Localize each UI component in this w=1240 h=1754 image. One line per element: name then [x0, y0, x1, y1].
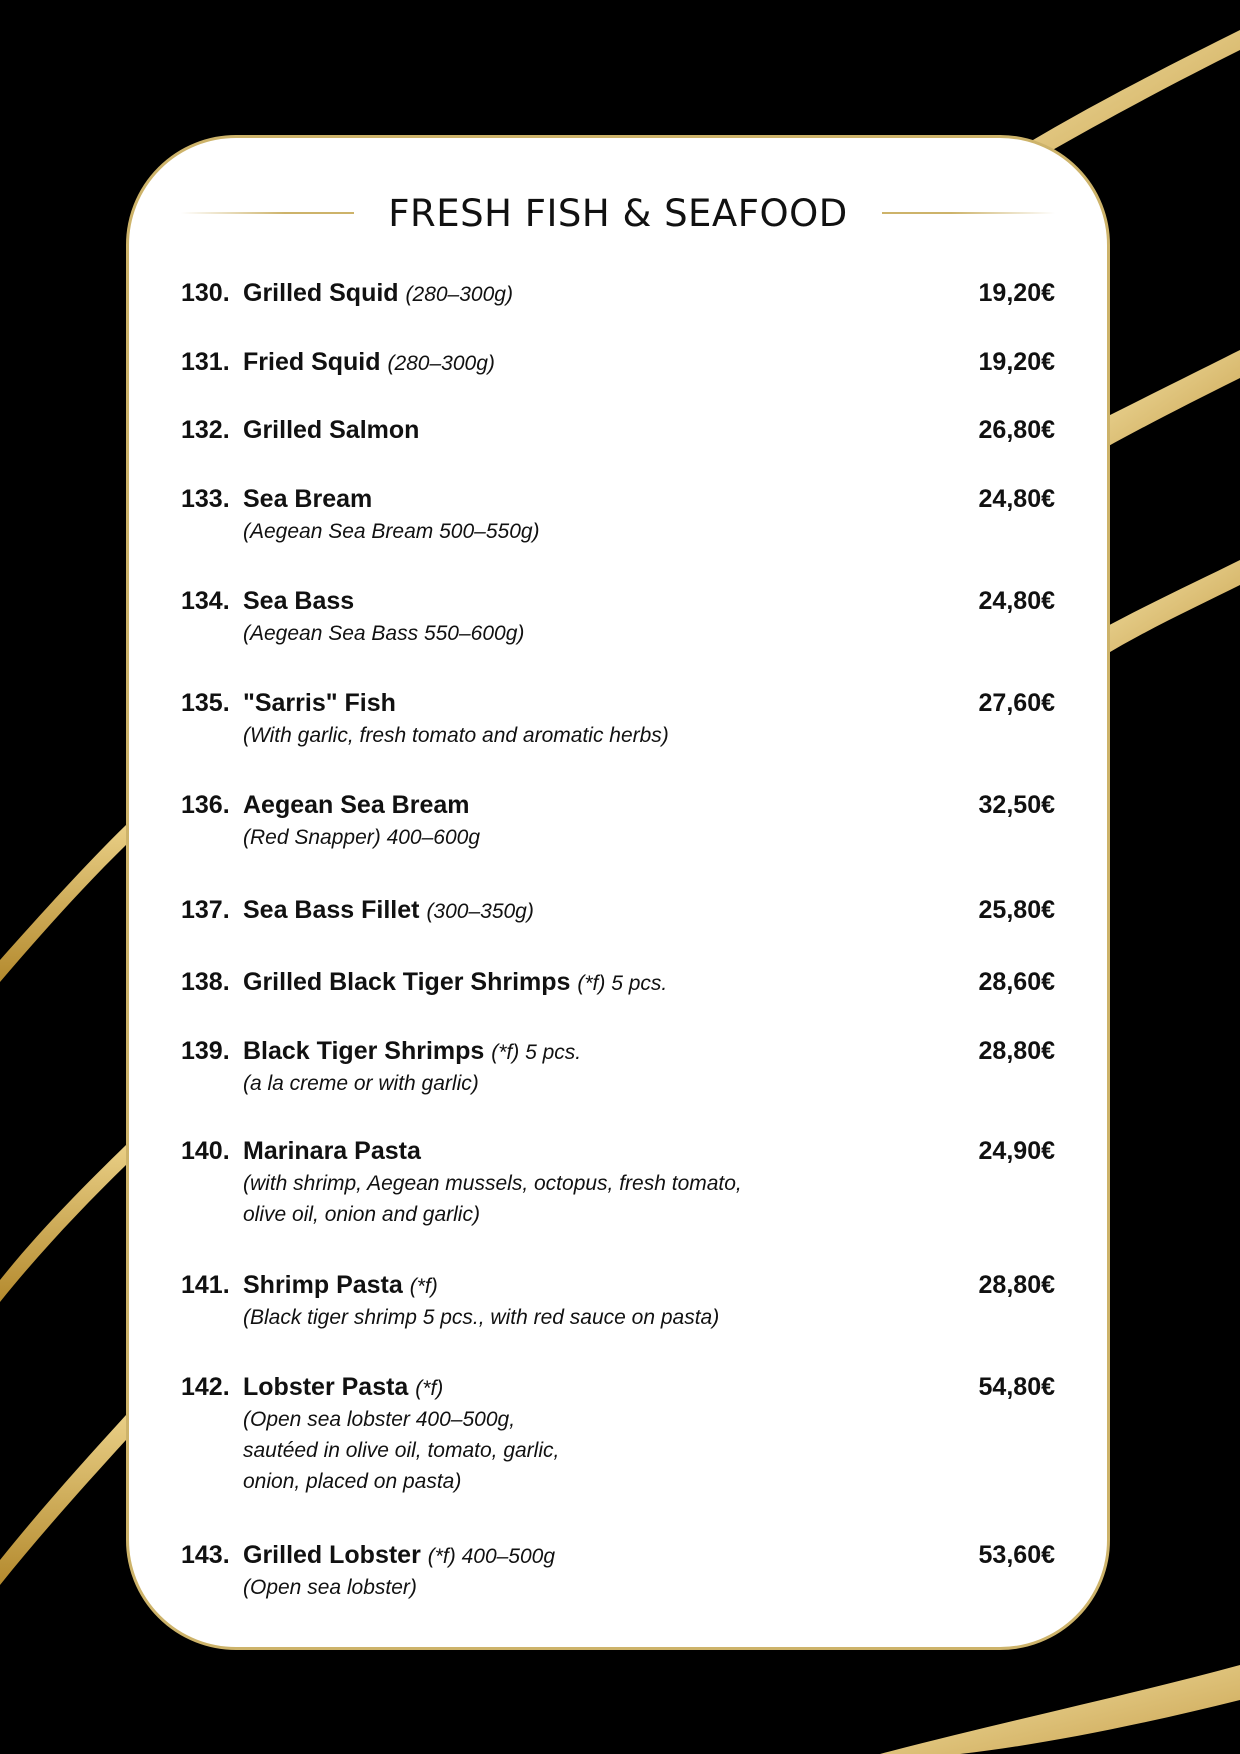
menu-item-description: sautéed in olive oil, tomato, garlic, — [243, 1439, 560, 1462]
menu-card — [126, 135, 1110, 1650]
menu-item-price: 24,90€ — [978, 1137, 1055, 1165]
menu-item-name: Grilled Lobster — [243, 1541, 421, 1569]
decorative-rule-left — [181, 212, 354, 214]
menu-item-note: (*f) 5 pcs. — [577, 972, 668, 995]
menu-item-header — [181, 345, 1055, 379]
menu-item-title — [243, 345, 495, 381]
menu-item-price: 28,60€ — [978, 968, 1055, 996]
menu-item-name: Aegean Sea Bream — [243, 791, 470, 819]
menu-item-header — [181, 482, 1055, 516]
gold-stripe — [1100, 560, 1240, 655]
menu-item-header — [181, 1034, 1055, 1068]
menu-item-name: Fried Squid — [243, 348, 381, 376]
menu-item-name: Sea Bass — [243, 587, 355, 615]
menu-item-title — [243, 965, 667, 1001]
menu-item-price: 19,20€ — [978, 348, 1055, 376]
menu-item-price: 28,80€ — [978, 1271, 1055, 1299]
menu-item-number: 142. — [181, 1373, 230, 1401]
menu-item-description: (Open sea lobster 400–500g, — [243, 1408, 516, 1431]
menu-item-name: Grilled Black Tiger Shrimps — [243, 968, 571, 996]
menu-item-note: (*f) 5 pcs. — [491, 1041, 582, 1064]
menu-item-title — [243, 584, 354, 618]
gold-stripe — [880, 1665, 1240, 1754]
menu-item-description: (a la creme or with garlic) — [243, 1072, 479, 1095]
menu-item-header — [181, 1370, 1055, 1404]
menu-item-price: 26,80€ — [978, 416, 1055, 444]
menu-item-price: 54,80€ — [978, 1373, 1055, 1401]
menu-item-price: 24,80€ — [978, 587, 1055, 615]
menu-item-name: Sea Bass Fillet — [243, 896, 420, 924]
menu-item-title — [243, 276, 513, 312]
menu-item — [181, 965, 1055, 999]
menu-item — [181, 1370, 1055, 1497]
menu-item-number: 137. — [181, 896, 230, 924]
menu-item-title — [243, 1268, 438, 1304]
menu-item — [181, 1268, 1055, 1333]
menu-item — [181, 686, 1055, 751]
menu-item-price: 27,60€ — [978, 689, 1055, 717]
menu-item-header — [181, 686, 1055, 720]
gold-stripe — [0, 1145, 126, 1302]
menu-item-title — [243, 1370, 443, 1406]
menu-item — [181, 345, 1055, 379]
gold-stripe — [0, 825, 126, 982]
menu-item-title — [243, 1538, 555, 1574]
menu-item-title — [243, 1134, 421, 1168]
menu-item-number: 130. — [181, 279, 230, 307]
menu-item — [181, 1034, 1055, 1099]
menu-item-name: Shrimp Pasta — [243, 1271, 403, 1299]
menu-item-number: 138. — [181, 968, 230, 996]
menu-item-number: 135. — [181, 689, 230, 717]
menu-item-name: Sea Bream — [243, 485, 373, 513]
gold-stripe — [1100, 350, 1240, 448]
menu-item-title — [243, 1034, 581, 1070]
menu-item — [181, 893, 1055, 927]
menu-item-description: (With garlic, fresh tomato and aromatic herbs) — [243, 724, 669, 747]
menu-item-number: 133. — [181, 485, 230, 513]
menu-item-title — [243, 893, 534, 929]
menu-item-number: 131. — [181, 348, 230, 376]
menu-item-note: (*f) — [409, 1275, 438, 1298]
menu-item-name: "Sarris" Fish — [243, 689, 396, 717]
menu-item-name: Grilled Squid — [243, 279, 399, 307]
menu-item-header — [181, 413, 1055, 447]
menu-item-price: 25,80€ — [978, 896, 1055, 924]
menu-item-price: 28,80€ — [978, 1037, 1055, 1065]
menu-item-description: (Open sea lobster) — [243, 1576, 417, 1599]
menu-item-description: onion, placed on pasta) — [243, 1470, 462, 1493]
menu-item-number: 132. — [181, 416, 230, 444]
menu-item — [181, 413, 1055, 447]
menu-item-number: 134. — [181, 587, 230, 615]
menu-item-name: Marinara Pasta — [243, 1137, 421, 1165]
menu-item-price: 19,20€ — [978, 279, 1055, 307]
menu-item-title — [243, 686, 396, 720]
menu-item-note: (280–300g) — [387, 352, 495, 375]
menu-item-number: 141. — [181, 1271, 230, 1299]
menu-title: FRESH FISH & SEAFOOD — [388, 191, 848, 235]
menu-item-number: 140. — [181, 1137, 230, 1165]
menu-item-price: 53,60€ — [978, 1541, 1055, 1569]
menu-item-header — [181, 893, 1055, 927]
menu-item — [181, 276, 1055, 310]
menu-item-note: (*f) — [415, 1377, 444, 1400]
menu-item-description: (with shrimp, Aegean mussels, octopus, fresh tomato, — [243, 1172, 742, 1195]
menu-item-header — [181, 1268, 1055, 1302]
menu-item-name: Grilled Salmon — [243, 416, 420, 444]
menu-item-price: 32,50€ — [978, 791, 1055, 819]
menu-item-header — [181, 584, 1055, 618]
menu-item-header — [181, 788, 1055, 822]
menu-header — [181, 188, 1055, 238]
menu-item-description: (Black tiger shrimp 5 pcs., with red sauce on pasta) — [243, 1306, 720, 1329]
decorative-rule-right — [882, 212, 1055, 214]
menu-item-header — [181, 965, 1055, 999]
menu-item-description: (Aegean Sea Bass 550–600g) — [243, 622, 525, 645]
menu-item-note: (*f) 400–500g — [427, 1545, 556, 1568]
menu-item-title — [243, 413, 419, 447]
menu-item-number: 143. — [181, 1541, 230, 1569]
gold-stripe — [0, 1415, 126, 1585]
menu-item-title — [243, 482, 372, 516]
menu-item-name: Lobster Pasta — [243, 1373, 409, 1401]
menu-item-price: 24,80€ — [978, 485, 1055, 513]
menu-item-header — [181, 1134, 1055, 1168]
menu-item-header — [181, 276, 1055, 310]
menu-item-description: olive oil, onion and garlic) — [243, 1203, 480, 1226]
menu-item — [181, 584, 1055, 649]
menu-item-note: (300–350g) — [426, 900, 534, 923]
menu-item — [181, 482, 1055, 547]
menu-item-header — [181, 1538, 1055, 1572]
menu-item-description: (Red Snapper) 400–600g — [243, 826, 481, 849]
menu-item-number: 139. — [181, 1037, 230, 1065]
menu-item — [181, 1538, 1055, 1603]
menu-item-description: (Aegean Sea Bream 500–550g) — [243, 520, 540, 543]
menu-item-name: Black Tiger Shrimps — [243, 1037, 485, 1065]
menu-item — [181, 788, 1055, 853]
menu-item-title — [243, 788, 470, 822]
menu-item-number: 136. — [181, 791, 230, 819]
menu-item-note: (280–300g) — [405, 283, 513, 306]
menu-item — [181, 1134, 1055, 1230]
